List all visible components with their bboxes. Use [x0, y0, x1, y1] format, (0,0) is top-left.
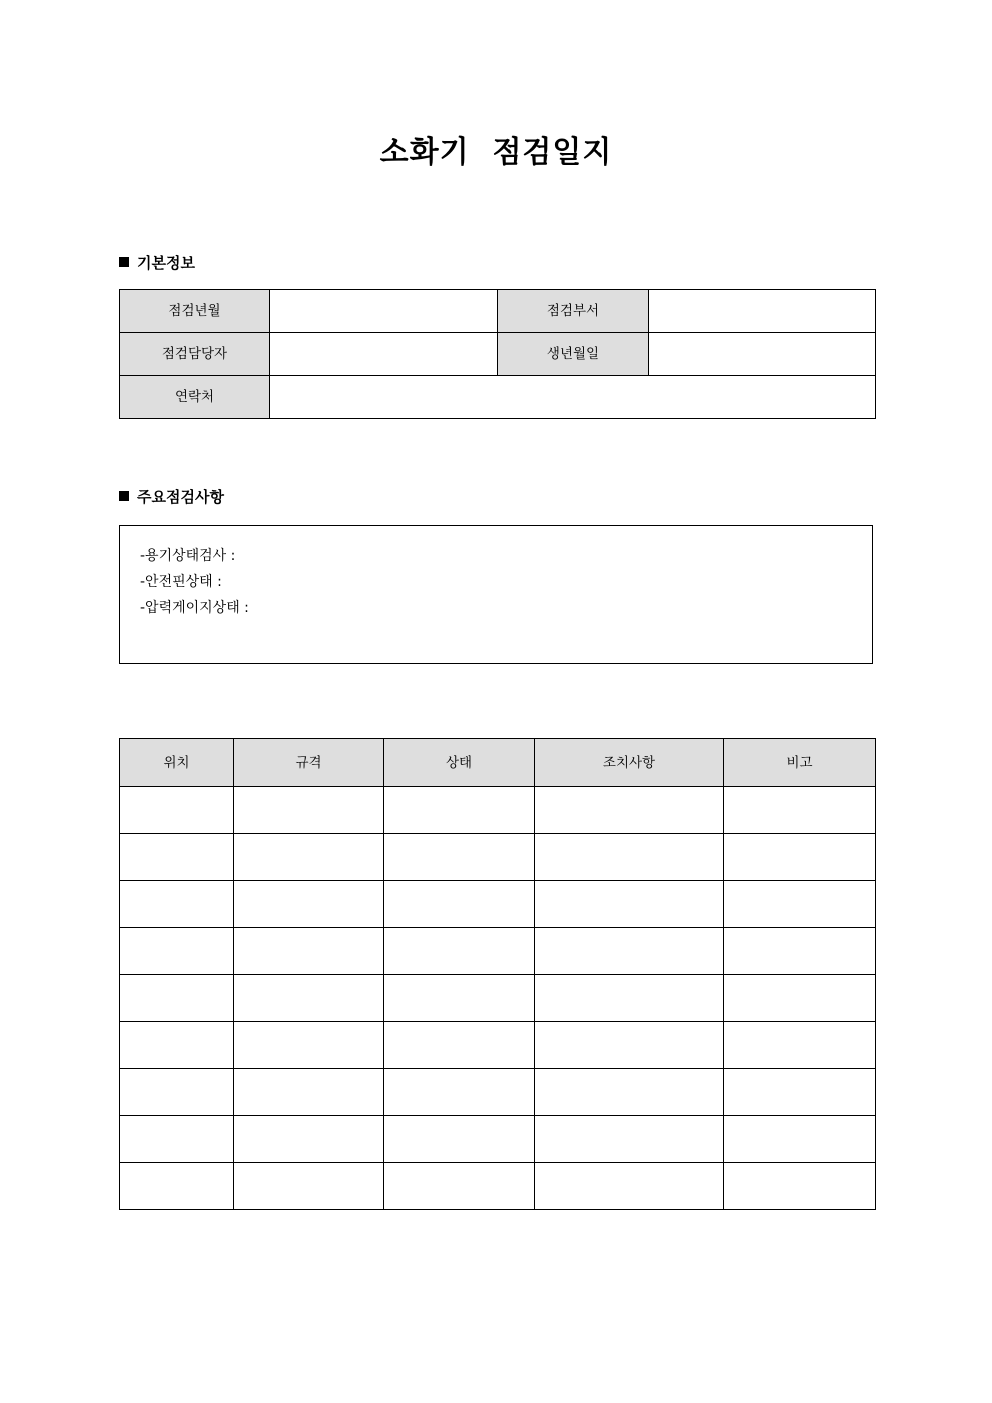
- field-value-contact[interactable]: [270, 376, 876, 419]
- cell-condition[interactable]: [384, 1022, 535, 1069]
- field-value-inspector[interactable]: [270, 333, 498, 376]
- table-row: [120, 1163, 876, 1210]
- cell-action[interactable]: [535, 975, 724, 1022]
- column-header-remarks: 비고: [724, 739, 876, 787]
- cell-spec[interactable]: [234, 881, 384, 928]
- basic-info-table: [119, 289, 876, 419]
- cell-spec[interactable]: [234, 787, 384, 834]
- page-title: 소화기 점검일지: [379, 135, 613, 170]
- cell-location[interactable]: [120, 1022, 234, 1069]
- cell-action[interactable]: [535, 787, 724, 834]
- table-row: [120, 1069, 876, 1116]
- cell-spec[interactable]: [234, 1069, 384, 1116]
- table-row: [120, 881, 876, 928]
- section-heading-basic-info: [119, 253, 195, 273]
- list-item: -안전핀상태 :: [140, 574, 222, 590]
- cell-condition[interactable]: [384, 787, 535, 834]
- list-item: -압력게이지상태 :: [140, 600, 249, 616]
- section-heading-main-inspection-label: 주요점검사항: [137, 488, 224, 506]
- table-header-row: [120, 739, 876, 787]
- column-header-condition: 상태: [384, 739, 535, 787]
- field-value-inspection-month[interactable]: [270, 290, 498, 333]
- table-row: [120, 290, 876, 333]
- cell-action[interactable]: [535, 1069, 724, 1116]
- column-header-location: 위치: [120, 739, 234, 787]
- field-value-inspection-department[interactable]: [649, 290, 876, 333]
- cell-condition[interactable]: [384, 975, 535, 1022]
- cell-location[interactable]: [120, 834, 234, 881]
- cell-location[interactable]: [120, 1069, 234, 1116]
- field-label-inspector: 점검담당자: [120, 333, 270, 376]
- cell-spec[interactable]: [234, 834, 384, 881]
- cell-condition[interactable]: [384, 881, 535, 928]
- table-row: [120, 376, 876, 419]
- cell-location[interactable]: [120, 881, 234, 928]
- table-row: [120, 975, 876, 1022]
- cell-action[interactable]: [535, 1022, 724, 1069]
- cell-spec[interactable]: [234, 1163, 384, 1210]
- section-heading-main-inspection: [119, 487, 224, 507]
- cell-remarks[interactable]: [724, 1069, 876, 1116]
- cell-spec[interactable]: [234, 1022, 384, 1069]
- main-inspection-item-list: [120, 526, 872, 621]
- cell-condition[interactable]: [384, 1116, 535, 1163]
- table-row: [120, 787, 876, 834]
- cell-remarks[interactable]: [724, 928, 876, 975]
- cell-location[interactable]: [120, 787, 234, 834]
- section-heading-basic-info-label: 기본정보: [137, 254, 195, 272]
- cell-condition[interactable]: [384, 928, 535, 975]
- field-label-contact: 연락처: [120, 376, 270, 419]
- cell-location[interactable]: [120, 1116, 234, 1163]
- cell-action[interactable]: [535, 928, 724, 975]
- inspection-records-table: [119, 738, 876, 1210]
- cell-condition[interactable]: [384, 1069, 535, 1116]
- cell-remarks[interactable]: [724, 975, 876, 1022]
- cell-spec[interactable]: [234, 928, 384, 975]
- cell-remarks[interactable]: [724, 1116, 876, 1163]
- cell-remarks[interactable]: [724, 834, 876, 881]
- table-row: [120, 1116, 876, 1163]
- field-label-inspection-month: 점검년월: [120, 290, 270, 333]
- cell-location[interactable]: [120, 975, 234, 1022]
- square-bullet-icon: [119, 491, 129, 501]
- field-label-inspection-department: 점검부서: [498, 290, 649, 333]
- cell-action[interactable]: [535, 834, 724, 881]
- cell-remarks[interactable]: [724, 787, 876, 834]
- column-header-action: 조치사항: [535, 739, 724, 787]
- cell-remarks[interactable]: [724, 1022, 876, 1069]
- table-row: [120, 834, 876, 881]
- table-row: [120, 928, 876, 975]
- cell-spec[interactable]: [234, 1116, 384, 1163]
- table-row: [120, 333, 876, 376]
- main-inspection-notes-box[interactable]: [119, 525, 873, 664]
- cell-location[interactable]: [120, 928, 234, 975]
- cell-remarks[interactable]: [724, 881, 876, 928]
- cell-spec[interactable]: [234, 975, 384, 1022]
- column-header-spec: 규격: [234, 739, 384, 787]
- field-value-birthdate[interactable]: [649, 333, 876, 376]
- table-row: [120, 1022, 876, 1069]
- list-item: -용기상태검사 :: [140, 548, 236, 564]
- field-label-birthdate: 생년월일: [498, 333, 649, 376]
- cell-action[interactable]: [535, 1116, 724, 1163]
- cell-condition[interactable]: [384, 1163, 535, 1210]
- square-bullet-icon: [119, 257, 129, 267]
- cell-condition[interactable]: [384, 834, 535, 881]
- cell-remarks[interactable]: [724, 1163, 876, 1210]
- cell-action[interactable]: [535, 881, 724, 928]
- cell-action[interactable]: [535, 1163, 724, 1210]
- cell-location[interactable]: [120, 1163, 234, 1210]
